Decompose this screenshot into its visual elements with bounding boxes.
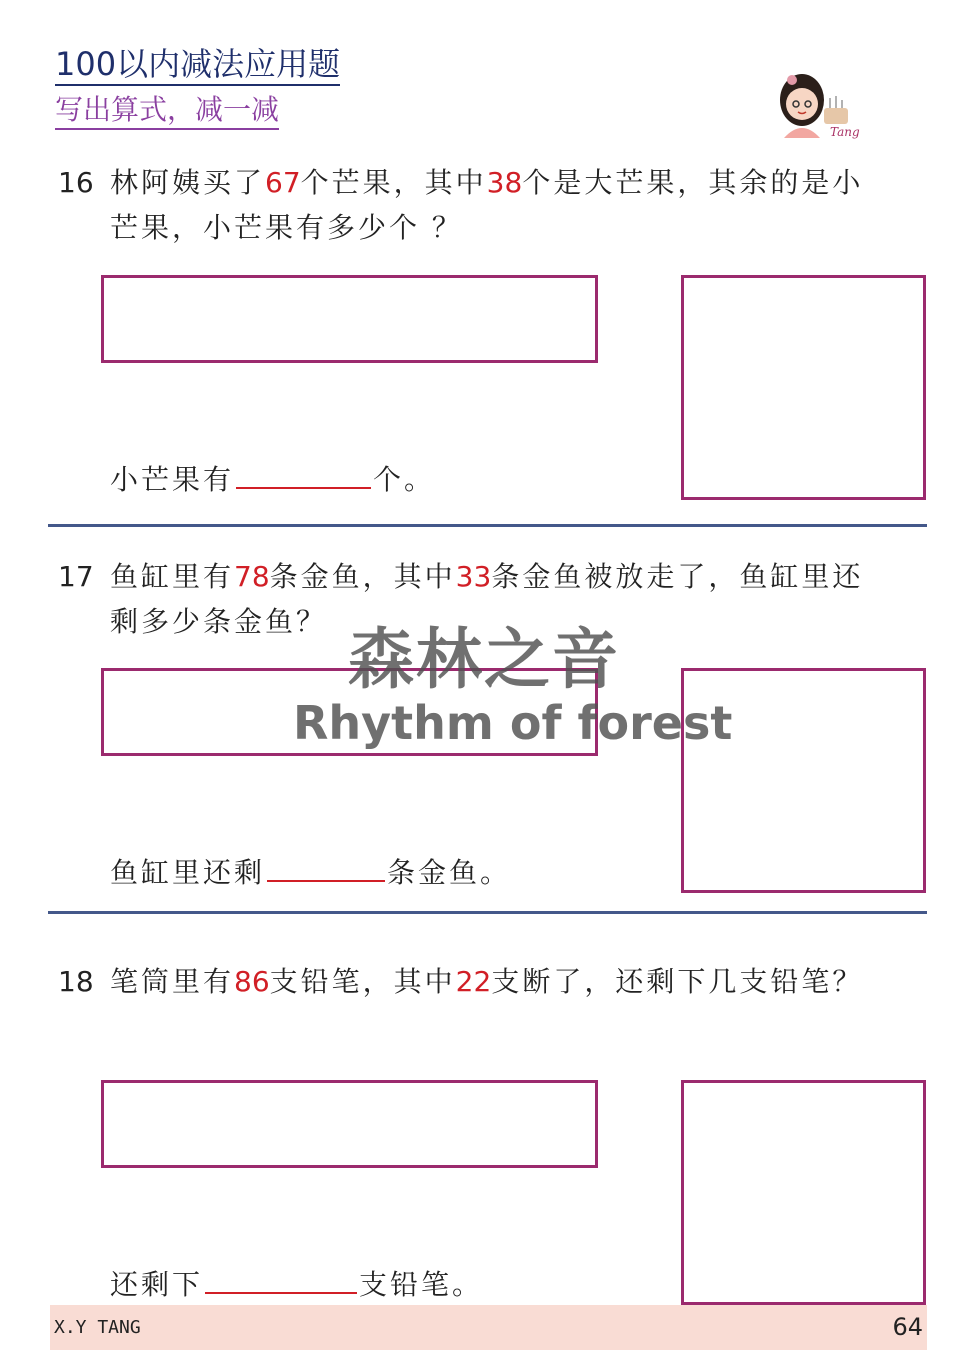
section-divider: [48, 911, 927, 914]
question-text-part: 个芒果，其中: [300, 166, 487, 199]
page-subtitle: 写出算式，减一减: [55, 92, 279, 130]
question-text-part: 鱼缸里有: [110, 560, 235, 593]
question-text-part: 支断了，还剩下几支铅笔？: [491, 965, 864, 998]
question-text-part: 支铅笔，其中: [269, 965, 456, 998]
answer-blank[interactable]: [236, 459, 371, 489]
answer-line: [110, 1263, 483, 1303]
question-text-part: 笔筒里有: [110, 965, 235, 998]
answer-blank[interactable]: [267, 852, 385, 882]
highlight-number: 78: [234, 560, 270, 593]
highlight-number: 22: [455, 965, 492, 998]
answer-prefix: 还剩下: [110, 1268, 204, 1301]
question-text: [110, 160, 880, 250]
answer-prefix: 小芒果有: [110, 463, 235, 496]
watermark-english: Rhythm of forest: [293, 696, 733, 750]
answer-line: [110, 458, 435, 498]
question-text: [110, 959, 880, 1004]
answer-suffix: 条金鱼。: [387, 856, 512, 889]
avatar-caption: Tang: [830, 125, 860, 139]
equation-box[interactable]: [101, 275, 598, 363]
page-footer: [50, 1305, 927, 1350]
page-title: 100以内减法应用题: [55, 44, 340, 86]
page-number: 64: [892, 1313, 923, 1341]
watermark-chinese: 森林之音: [348, 621, 620, 698]
work-box[interactable]: [681, 1080, 926, 1305]
highlight-number: 67: [265, 166, 301, 199]
answer-suffix: 个。: [373, 463, 436, 496]
question-number: 16: [58, 166, 94, 199]
question-text-part: 条金鱼被放走了，鱼缸里还剩多少条金鱼？: [110, 560, 864, 638]
highlight-number: 33: [455, 560, 492, 593]
work-box[interactable]: [681, 275, 926, 500]
question-text-part: 个是大芒果，其余的是小芒果，小芒果有多少个 ？: [110, 166, 864, 244]
highlight-number: 38: [486, 166, 523, 199]
answer-line: [110, 851, 511, 891]
equation-box[interactable]: [101, 1080, 598, 1168]
answer-suffix: 支铅笔。: [359, 1268, 484, 1301]
question-number: 18: [58, 965, 94, 998]
question-number: 17: [58, 560, 94, 593]
section-divider: [48, 524, 927, 527]
question-text-part: 林阿姨买了: [110, 166, 266, 199]
question-text-part: 条金鱼，其中: [269, 560, 456, 593]
answer-blank[interactable]: [205, 1264, 357, 1294]
answer-prefix: 鱼缸里还剩: [110, 856, 266, 889]
footer-author: X.Y TANG: [54, 1317, 141, 1338]
avatar-logo: [770, 64, 865, 142]
highlight-number: 86: [234, 965, 270, 998]
